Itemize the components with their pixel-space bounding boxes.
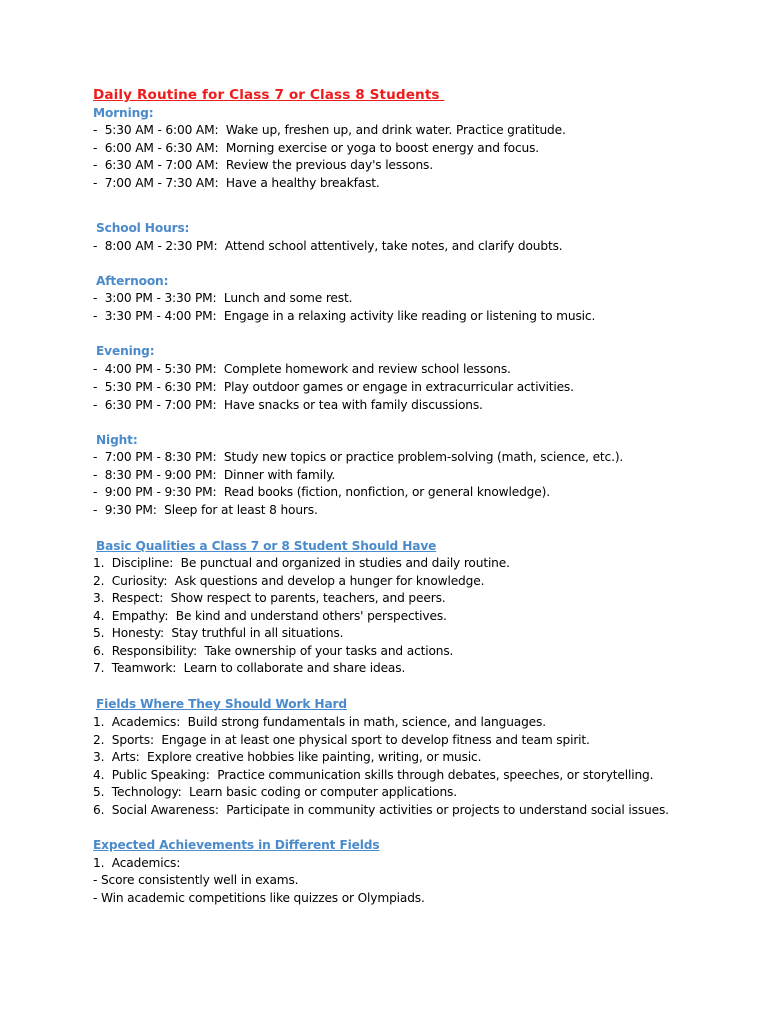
document-title: Daily Routine for Class 7 or Class 8 Students — [93, 87, 445, 103]
list-item: - 5:30 PM - 6:30 PM: Play outdoor games or engage in extracurricular activities. — [93, 380, 574, 394]
list-item: - 8:00 AM - 2:30 PM: Attend school attentively, take notes, and clarify doubts. — [93, 239, 563, 253]
list-item: 5. Honesty: Stay truthful in all situations. — [93, 626, 344, 640]
list-item: 1. Academics: Build strong fundamentals in math, science, and languages. — [93, 715, 546, 729]
list-item: 1. Discipline: Be punctual and organized in studies and daily routine. — [93, 556, 510, 570]
list-item: - 7:00 AM - 7:30 AM: Have a healthy breakfast. — [93, 176, 380, 190]
section-heading-school-hours: School Hours: — [96, 221, 190, 235]
section-heading-qualities: Basic Qualities a Class 7 or 8 Student Should Have — [96, 539, 437, 553]
list-item: - 4:00 PM - 5:30 PM: Complete homework and review school lessons. — [93, 362, 511, 376]
list-item: 2. Curiosity: Ask questions and develop a hunger for knowledge. — [93, 574, 485, 588]
list-item: - 7:00 PM - 8:30 PM: Study new topics or practice problem-solving (math, science, etc.). — [93, 450, 624, 464]
list-item: 7. Teamwork: Learn to collaborate and share ideas. — [93, 661, 406, 675]
list-item: - 3:30 PM - 4:00 PM: Engage in a relaxing activity like reading or listening to music. — [93, 309, 596, 323]
section-heading-fields: Fields Where They Should Work Hard — [96, 697, 347, 711]
list-item: 1. Academics: — [93, 856, 181, 870]
list-item: 2. Sports: Engage in at least one physical sport to develop fitness and team spirit. — [93, 733, 590, 747]
list-item: - 6:00 AM - 6:30 AM: Morning exercise or yoga to boost energy and focus. — [93, 141, 540, 155]
list-item: - 6:30 PM - 7:00 PM: Have snacks or tea with family discussions. — [93, 398, 483, 412]
section-heading-evening: Evening: — [96, 344, 155, 358]
list-item: 6. Responsibility: Take ownership of your tasks and actions. — [93, 644, 454, 658]
section-heading-afternoon: Afternoon: — [96, 274, 169, 288]
list-item: 5. Technology: Learn basic coding or computer applications. — [93, 785, 457, 799]
list-item: - 9:00 PM - 9:30 PM: Read books (fiction, nonfiction, or general knowledge). — [93, 485, 550, 499]
list-item: - 6:30 AM - 7:00 AM: Review the previous day's lessons. — [93, 158, 433, 172]
section-heading-morning: Morning: — [93, 106, 154, 120]
list-item: - 5:30 AM - 6:00 AM: Wake up, freshen up, and drink water. Practice gratitude. — [93, 123, 566, 137]
list-item: - 8:30 PM - 9:00 PM: Dinner with family. — [93, 468, 336, 482]
list-item: 3. Respect: Show respect to parents, teachers, and peers. — [93, 591, 446, 605]
list-item: 3. Arts: Explore creative hobbies like painting, writing, or music. — [93, 750, 482, 764]
list-item: - 9:30 PM: Sleep for at least 8 hours. — [93, 503, 318, 517]
list-item: - Win academic competitions like quizzes or Olympiads. — [93, 891, 425, 905]
list-item: 4. Public Speaking: Practice communication skills through debates, speeches, or storytelling. — [93, 768, 654, 782]
list-item: - Score consistently well in exams. — [93, 873, 299, 887]
list-item: 4. Empathy: Be kind and understand others' perspectives. — [93, 609, 447, 623]
list-item: 6. Social Awareness: Participate in community activities or projects to understand social issues. — [93, 803, 669, 817]
list-item: - 3:00 PM - 3:30 PM: Lunch and some rest. — [93, 291, 353, 305]
section-heading-night: Night: — [96, 433, 138, 447]
section-heading-achievements: Expected Achievements in Different Fields — [93, 838, 380, 852]
